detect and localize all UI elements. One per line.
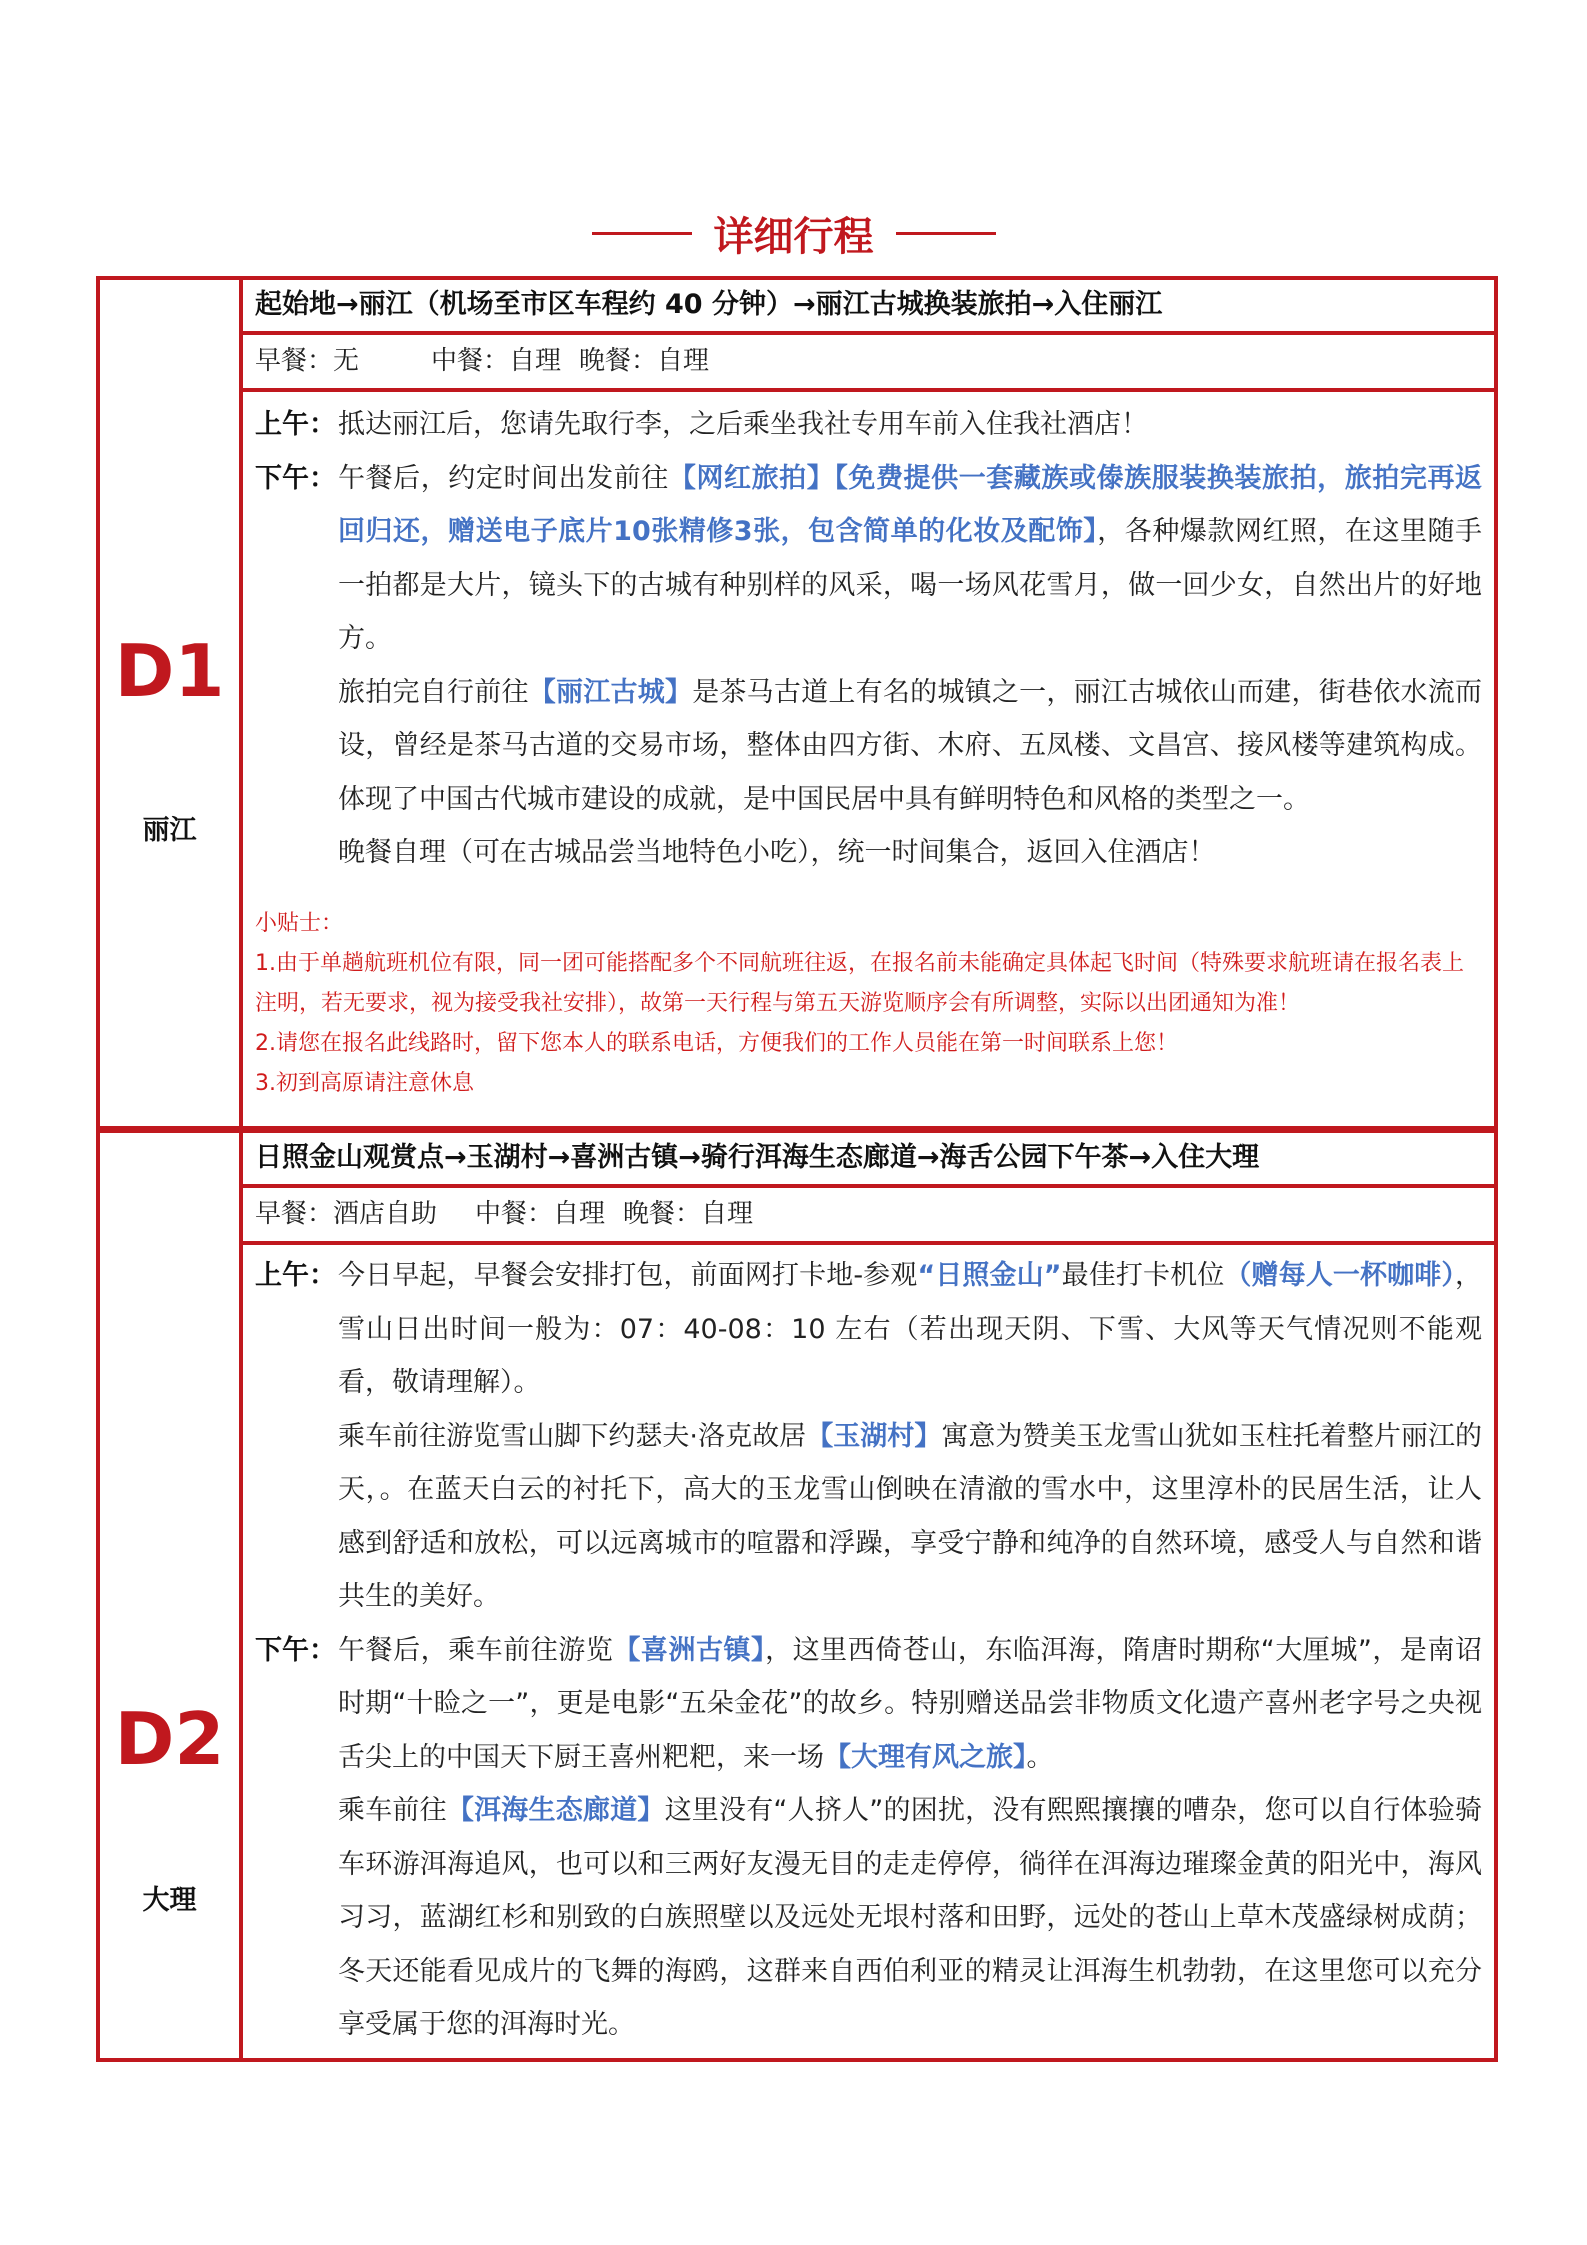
highlight-erhai-corridor: 【洱海生态廊道】 bbox=[446, 1795, 665, 1826]
day-detail bbox=[243, 1245, 1494, 2052]
morning-tag: 上午： bbox=[255, 409, 336, 440]
afternoon-paragraph: 午餐后，乘车前往游览【喜洲古镇】，这里西倚苍山，东临洱海，隋唐时期称“大厘城”，是南诏时期“十睑之一”，更是电影“五朵金花”的故乡。特别赠送品尝非物质文化遗产喜州老字号之央视舌尖上的中国天下厨王喜州粑粑，来一场【大理有风之旅】。 bbox=[338, 1634, 1483, 1773]
tip-item: 2.请您在报名此线路时，留下您本人的联系电话，方便我们的工作人员能在第一时间联系上您！ bbox=[255, 1030, 1178, 1056]
morning-paragraph: 乘车前往游览雪山脚下约瑟夫·洛克故居【玉湖村】寓意为赞美玉龙雪山犹如玉柱托着整片丽江的天，。在蓝天白云的衬托下，高大的玉龙雪山倒映在清澈的雪水中，这里淳朴的民居生活，让人感到舒适和放松，可以远离城市的喧嚣和浮躁，享受宁静和纯净的自然环境，感受人与自然和谐共生的美好。 bbox=[338, 1420, 1482, 1612]
page-title bbox=[0, 205, 1587, 262]
day-city: 丽江 bbox=[142, 815, 197, 846]
morning-tag: 上午： bbox=[255, 1260, 336, 1291]
highlight-old-town: 【丽江古城】 bbox=[528, 676, 693, 708]
day-content bbox=[243, 1133, 1494, 2058]
highlight-xizhou-town: 【喜洲古镇】 bbox=[613, 1634, 766, 1666]
day-block-d1 bbox=[96, 276, 1498, 1130]
meal-row: 早餐：酒店自助 中餐：自理 晚餐：自理 bbox=[243, 1188, 1494, 1245]
afternoon-body bbox=[338, 452, 1482, 880]
afternoon-body bbox=[338, 1624, 1482, 2052]
highlight-golden-mountain: “日照金山” bbox=[917, 1260, 1062, 1291]
meal-row: 早餐：无 中餐：自理 晚餐：自理 bbox=[243, 335, 1494, 392]
lunch-value: 自理 bbox=[509, 346, 562, 376]
morning-section bbox=[255, 1249, 1482, 1624]
highlight-dali-wind-trip: 【大理有风之旅】 bbox=[824, 1741, 1027, 1773]
breakfast-value: 酒店自助 bbox=[333, 1199, 438, 1229]
day-block-d2 bbox=[96, 1130, 1498, 2062]
morning-text: 抵达丽江后，您请先取行李，之后乘坐我社专用车前入住我社酒店！ bbox=[338, 409, 1148, 440]
afternoon-paragraph: 乘车前往【洱海生态廊道】这里没有“人挤人”的困扰，没有熙熙攘攘的嘈杂，您可以自行体验骑车环游洱海追风，也可以和三两好友漫无目的走走停停，徜徉在洱海边璀璨金黄的阳光中，海风习习，蓝湖红杉和别致的白族照壁以及远处无垠村落和田野，远处的苍山上草木茂盛绿树成荫；冬天还能看见成片的飞舞的海鸥，这群来自西伯利亚的精灵让洱海生机勃勃，在这里您可以充分享受属于您的洱海时光。 bbox=[338, 1795, 1482, 2040]
day-number: D2 bbox=[114, 1697, 225, 1781]
day-city: 大理 bbox=[142, 1885, 197, 1916]
highlight-photo: 【网红旅拍】【免费提供一套藏族或傣族服装换装旅拍，旅拍完再返回归还，赠送电子底片10张精修3张，包含简单的化妆及配饰】 bbox=[338, 462, 1483, 547]
morning-section bbox=[255, 398, 1482, 452]
dinner-value: 自理 bbox=[657, 346, 710, 376]
route-title: 日照金山观赏点→玉湖村→喜洲古镇→骑行洱海生态廊道→海舌公园下午茶→入住大理 bbox=[243, 1133, 1494, 1188]
day-label-column bbox=[100, 280, 243, 1126]
breakfast-value: 无 bbox=[333, 346, 360, 376]
day-label-column bbox=[100, 1133, 243, 2058]
morning-body bbox=[338, 1249, 1482, 1624]
tips-section bbox=[255, 904, 1482, 1104]
dinner-value: 自理 bbox=[701, 1199, 754, 1229]
afternoon-paragraph: 晚餐自理（可在古城品尝当地特色小吃），统一时间集合，返回入住酒店！ bbox=[338, 837, 1216, 868]
afternoon-tag: 下午： bbox=[255, 1634, 336, 1666]
day-detail bbox=[243, 392, 1494, 1104]
day-content bbox=[243, 280, 1494, 1126]
highlight-yuhu-village: 【玉湖村】 bbox=[806, 1420, 942, 1452]
route-title: 起始地→丽江（机场至市区车程约 40 分钟）→丽江古城换装旅拍→入住丽江 bbox=[243, 280, 1494, 335]
page-title-text: 详细行程 bbox=[713, 214, 874, 260]
afternoon-paragraph: 午餐后，约定时间出发前往【网红旅拍】【免费提供一套藏族或傣族服装换装旅拍，旅拍完再返回归还，赠送电子底片10张精修3张，包含简单的化妆及配饰】，各种爆款网红照，在这里随手一拍都是大片，镜头下的古城有种别样的风采，喝一场风花雪月，做一回少女，自然出片的好地方。 bbox=[338, 462, 1483, 654]
lunch-value: 自理 bbox=[553, 1199, 606, 1229]
tip-item: 1.由于单趟航班机位有限，同一团可能搭配多个不同航班往返，在报名前未能确定具体起飞时间（特殊要求航班请在报名表上注明，若无要求，视为接受我社安排），故第一天行程与第五天游览顺序会有所调整，实际以出团通知为准！ bbox=[255, 950, 1464, 1016]
afternoon-section bbox=[255, 1624, 1482, 2052]
title-left-rule bbox=[592, 232, 692, 235]
morning-paragraph: 今日早起，早餐会安排打包，前面网打卡地-参观“日照金山”最佳打卡机位（赠每人一杯咖啡），雪山日出时间一般为：07：40-08：10 左右（若出现天阴、下雪、大风等天气情况则不能观看，敬请理解）。 bbox=[338, 1260, 1483, 1398]
highlight-free-coffee: （赠每人一杯咖啡） bbox=[1224, 1260, 1456, 1291]
day-number: D1 bbox=[114, 629, 225, 713]
afternoon-section bbox=[255, 452, 1482, 880]
title-right-rule bbox=[896, 232, 996, 235]
tip-item: 3.初到高原请注意休息 bbox=[255, 1070, 474, 1096]
afternoon-paragraph: 旅拍完自行前往【丽江古城】是茶马古道上有名的城镇之一，丽江古城依山而建，街巷依水流而设，曾经是茶马古道的交易市场，整体由四方街、木府、五凤楼、文昌宫、接风楼等建筑构成。体现了中国古代城市建设的成就，是中国民居中具有鲜明特色和风格的类型之一。 bbox=[338, 676, 1483, 815]
tips-heading: 小贴士： bbox=[255, 910, 344, 936]
afternoon-tag: 下午： bbox=[255, 462, 336, 494]
